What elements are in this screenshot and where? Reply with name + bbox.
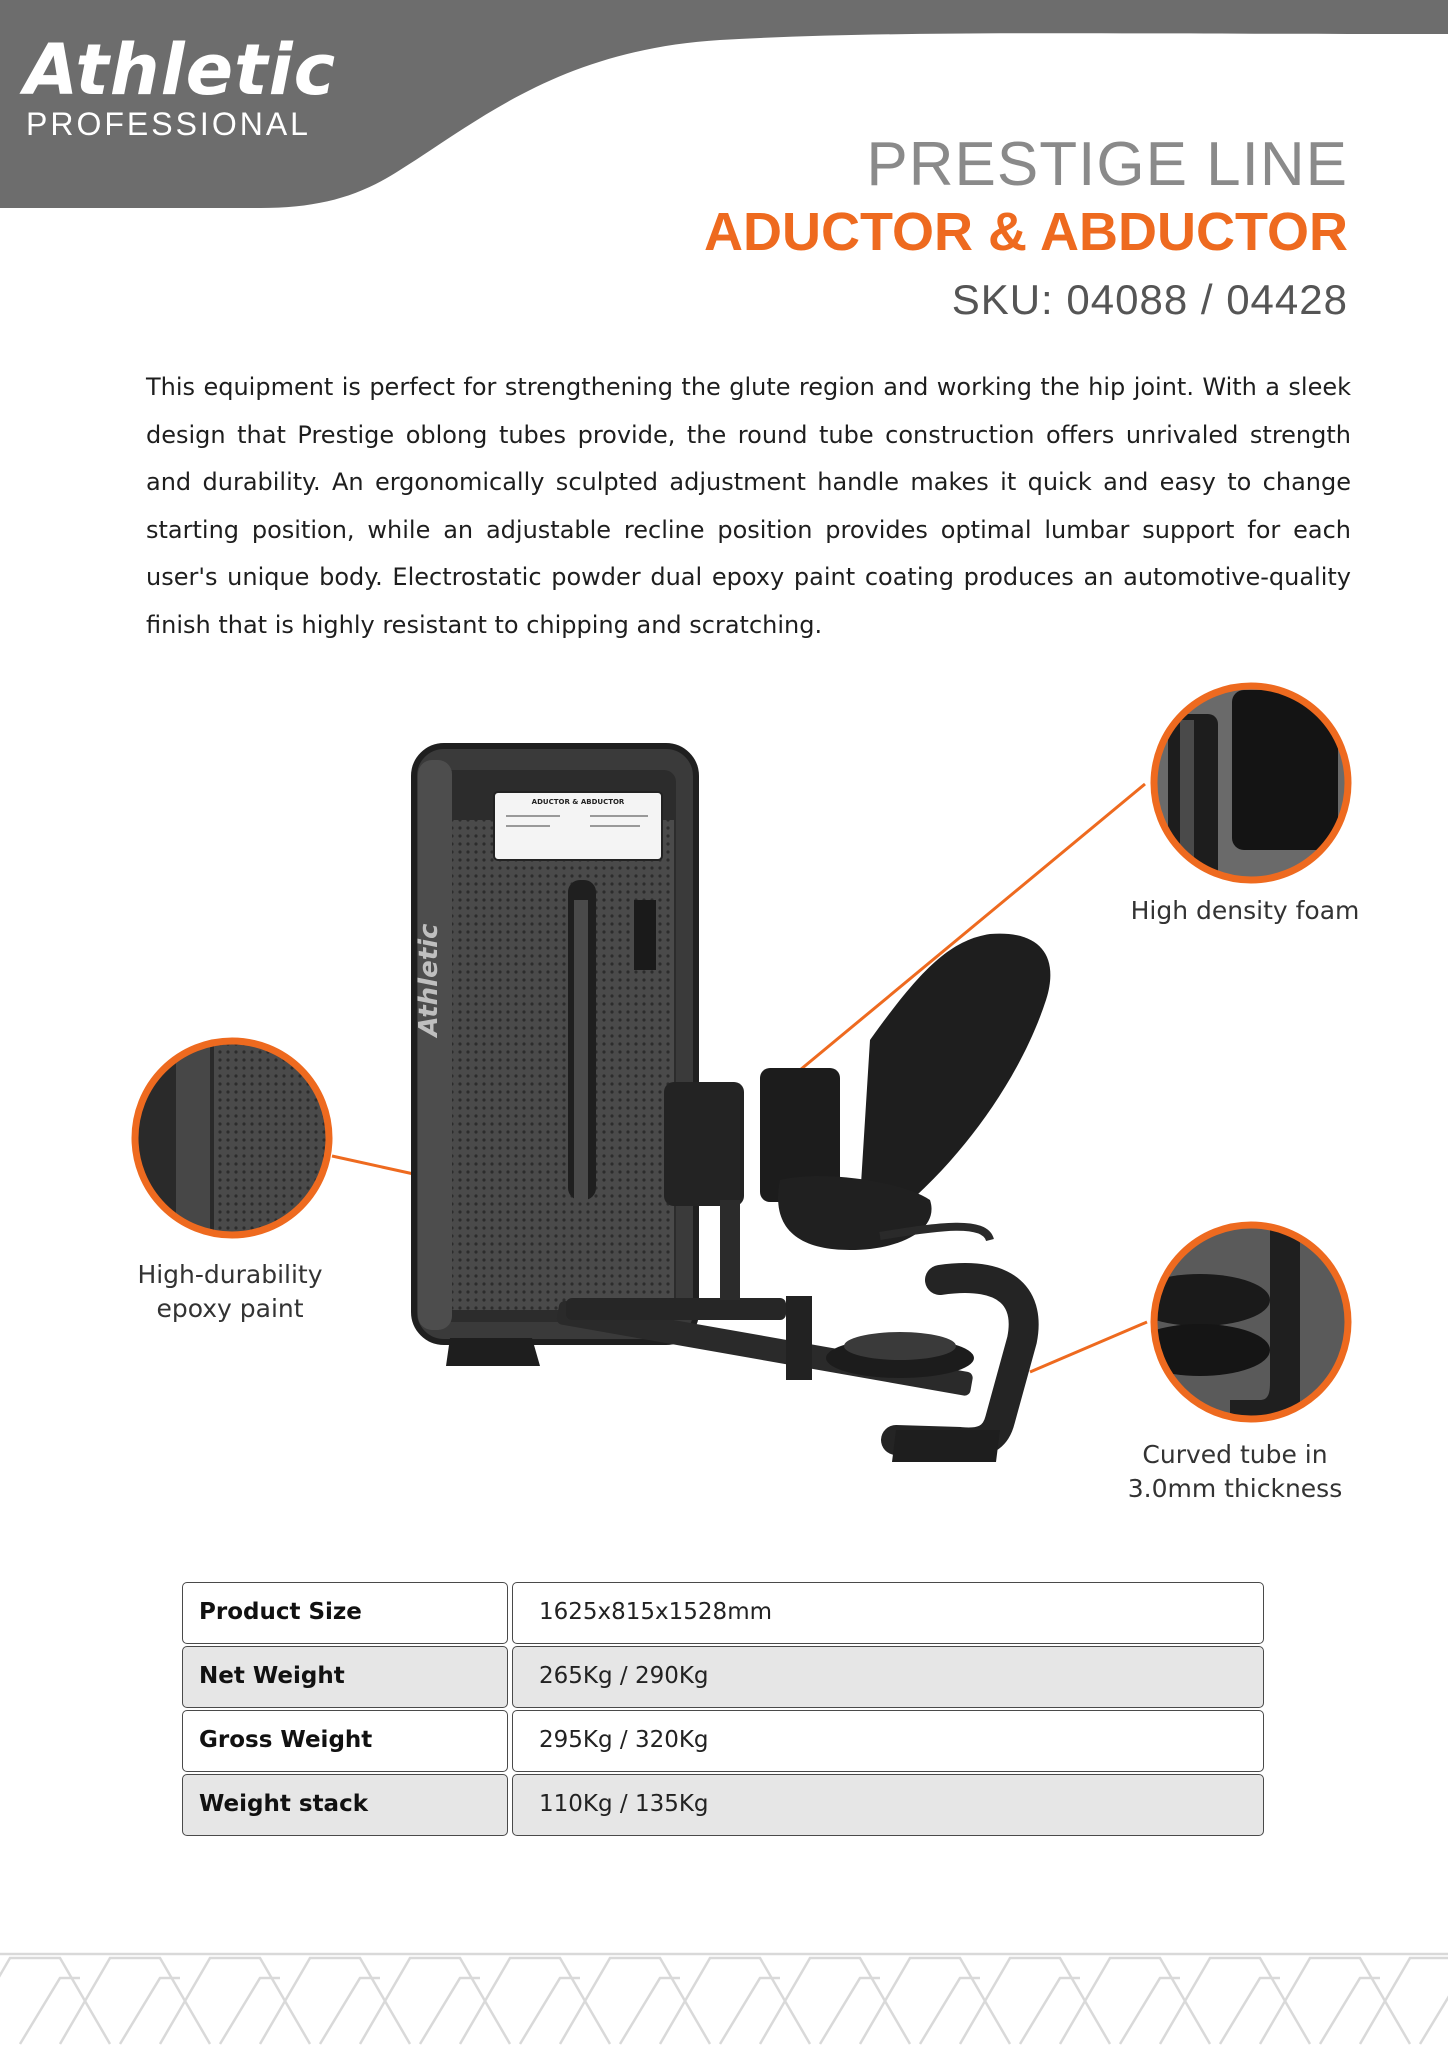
frame-logo: Athletic: [414, 923, 444, 1037]
spec-value: 295Kg / 320Kg: [512, 1710, 1264, 1772]
backrest: [860, 934, 1050, 1210]
spec-value: 265Kg / 290Kg: [512, 1646, 1264, 1708]
tube-leader-line: [1030, 1322, 1147, 1372]
spec-row: [182, 1582, 1264, 1646]
callout-label-foam: [1130, 894, 1360, 928]
callout-label-tube: [1110, 1438, 1360, 1506]
callout-paint-line1: High-durability: [137, 1260, 323, 1289]
callout-foam-text: High density foam: [1130, 896, 1360, 925]
spec-label: Gross Weight: [182, 1710, 508, 1772]
shroud-panel: [452, 820, 674, 1310]
footer-tread-pattern: [0, 1934, 1448, 2048]
callout-tube-line2: 3.0mm thickness: [1127, 1474, 1343, 1503]
brand-logo: Athletic: [24, 29, 337, 111]
product-description: This equipment is perfect for strengthening the glute region and working the hip joint. With a sleek design that Prestige oblong tubes provide, the round tube construction offers unrivaled strength and durability. An ergonomically sculpted adjustment handle makes it quick and easy to change starting position, while an adjustable recline position provides optimal lumbar support for each user's unique body. Electrostatic powder dual epoxy paint coating produces an automotive-quality finish that is highly resistant to chipping and scratching.: [146, 373, 1351, 639]
tube-callout-circle: [1130, 1220, 1360, 1430]
machine-illustration: [0, 660, 1448, 1540]
spec-row: [182, 1710, 1264, 1774]
foam-callout-circle: [1150, 680, 1360, 890]
spec-row: [182, 1774, 1264, 1838]
spec-label: Net Weight: [182, 1646, 508, 1708]
product-line: PRESTIGE LINE: [866, 130, 1348, 199]
spec-value: 1625x815x1528mm: [512, 1582, 1264, 1644]
callout-paint-line2: epoxy paint: [156, 1294, 304, 1323]
spec-table: [182, 1582, 1264, 1838]
brand-subtitle: PROFESSIONAL: [26, 106, 311, 142]
callout-label-paint: [110, 1258, 350, 1326]
placard-title: ADUCTOR & ABDUCTOR: [531, 798, 625, 806]
product-title: ADUCTOR & ABDUCTOR: [704, 202, 1348, 262]
spec-value: 110Kg / 135Kg: [512, 1774, 1264, 1836]
paint-callout-circle: [130, 1036, 340, 1246]
thigh-pad-left: [664, 1082, 744, 1206]
spec-row: [182, 1646, 1264, 1710]
spec-label: Product Size: [182, 1582, 508, 1644]
product-sku: SKU: 04088 / 04428: [951, 276, 1348, 323]
spec-label: Weight stack: [182, 1774, 508, 1836]
callout-tube-line1: Curved tube in: [1142, 1440, 1328, 1469]
